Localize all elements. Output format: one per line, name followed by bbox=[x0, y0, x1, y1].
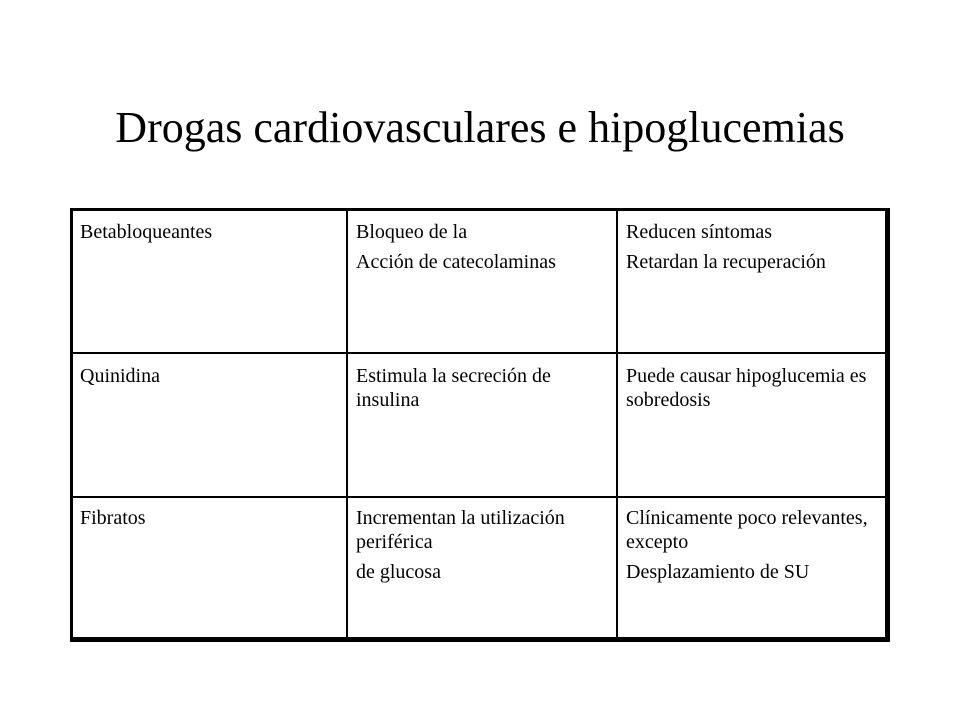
mechanism-text: de glucosa bbox=[356, 561, 441, 583]
mechanism-text: Acción de catecolaminas bbox=[356, 251, 556, 273]
effect-text: Clínicamente poco relevantes, excepto bbox=[626, 507, 868, 553]
effect-text: Puede causar hipoglucemia es sobredosis bbox=[626, 365, 867, 411]
mechanism-cell bbox=[347, 497, 617, 641]
drug-table bbox=[70, 208, 890, 642]
effect-cell bbox=[617, 209, 889, 353]
mechanism-text: Incrementan la utilización periférica bbox=[356, 507, 565, 553]
mechanism-cell bbox=[347, 353, 617, 497]
effect-cell bbox=[617, 497, 889, 641]
table-row bbox=[71, 209, 889, 353]
drug-name: Fibratos bbox=[80, 507, 146, 529]
effect-text: Retardan la recuperación bbox=[626, 251, 826, 273]
table-row bbox=[71, 497, 889, 641]
drug-cell bbox=[71, 209, 347, 353]
table-row bbox=[71, 353, 889, 497]
mechanism-text: Bloqueo de la bbox=[356, 221, 468, 243]
mechanism-cell bbox=[347, 209, 617, 353]
mechanism-text: Estimula la secreción de insulina bbox=[356, 365, 551, 411]
effect-text: Desplazamiento de SU bbox=[626, 561, 810, 583]
slide-title: Drogas cardiovasculares e hipoglucemias bbox=[115, 103, 845, 152]
drug-name: Quinidina bbox=[80, 365, 160, 387]
drug-name: Betabloqueantes bbox=[80, 221, 213, 243]
drug-cell bbox=[71, 353, 347, 497]
drug-cell bbox=[71, 497, 347, 641]
effect-cell bbox=[617, 353, 889, 497]
effect-text: Reducen síntomas bbox=[626, 221, 773, 243]
